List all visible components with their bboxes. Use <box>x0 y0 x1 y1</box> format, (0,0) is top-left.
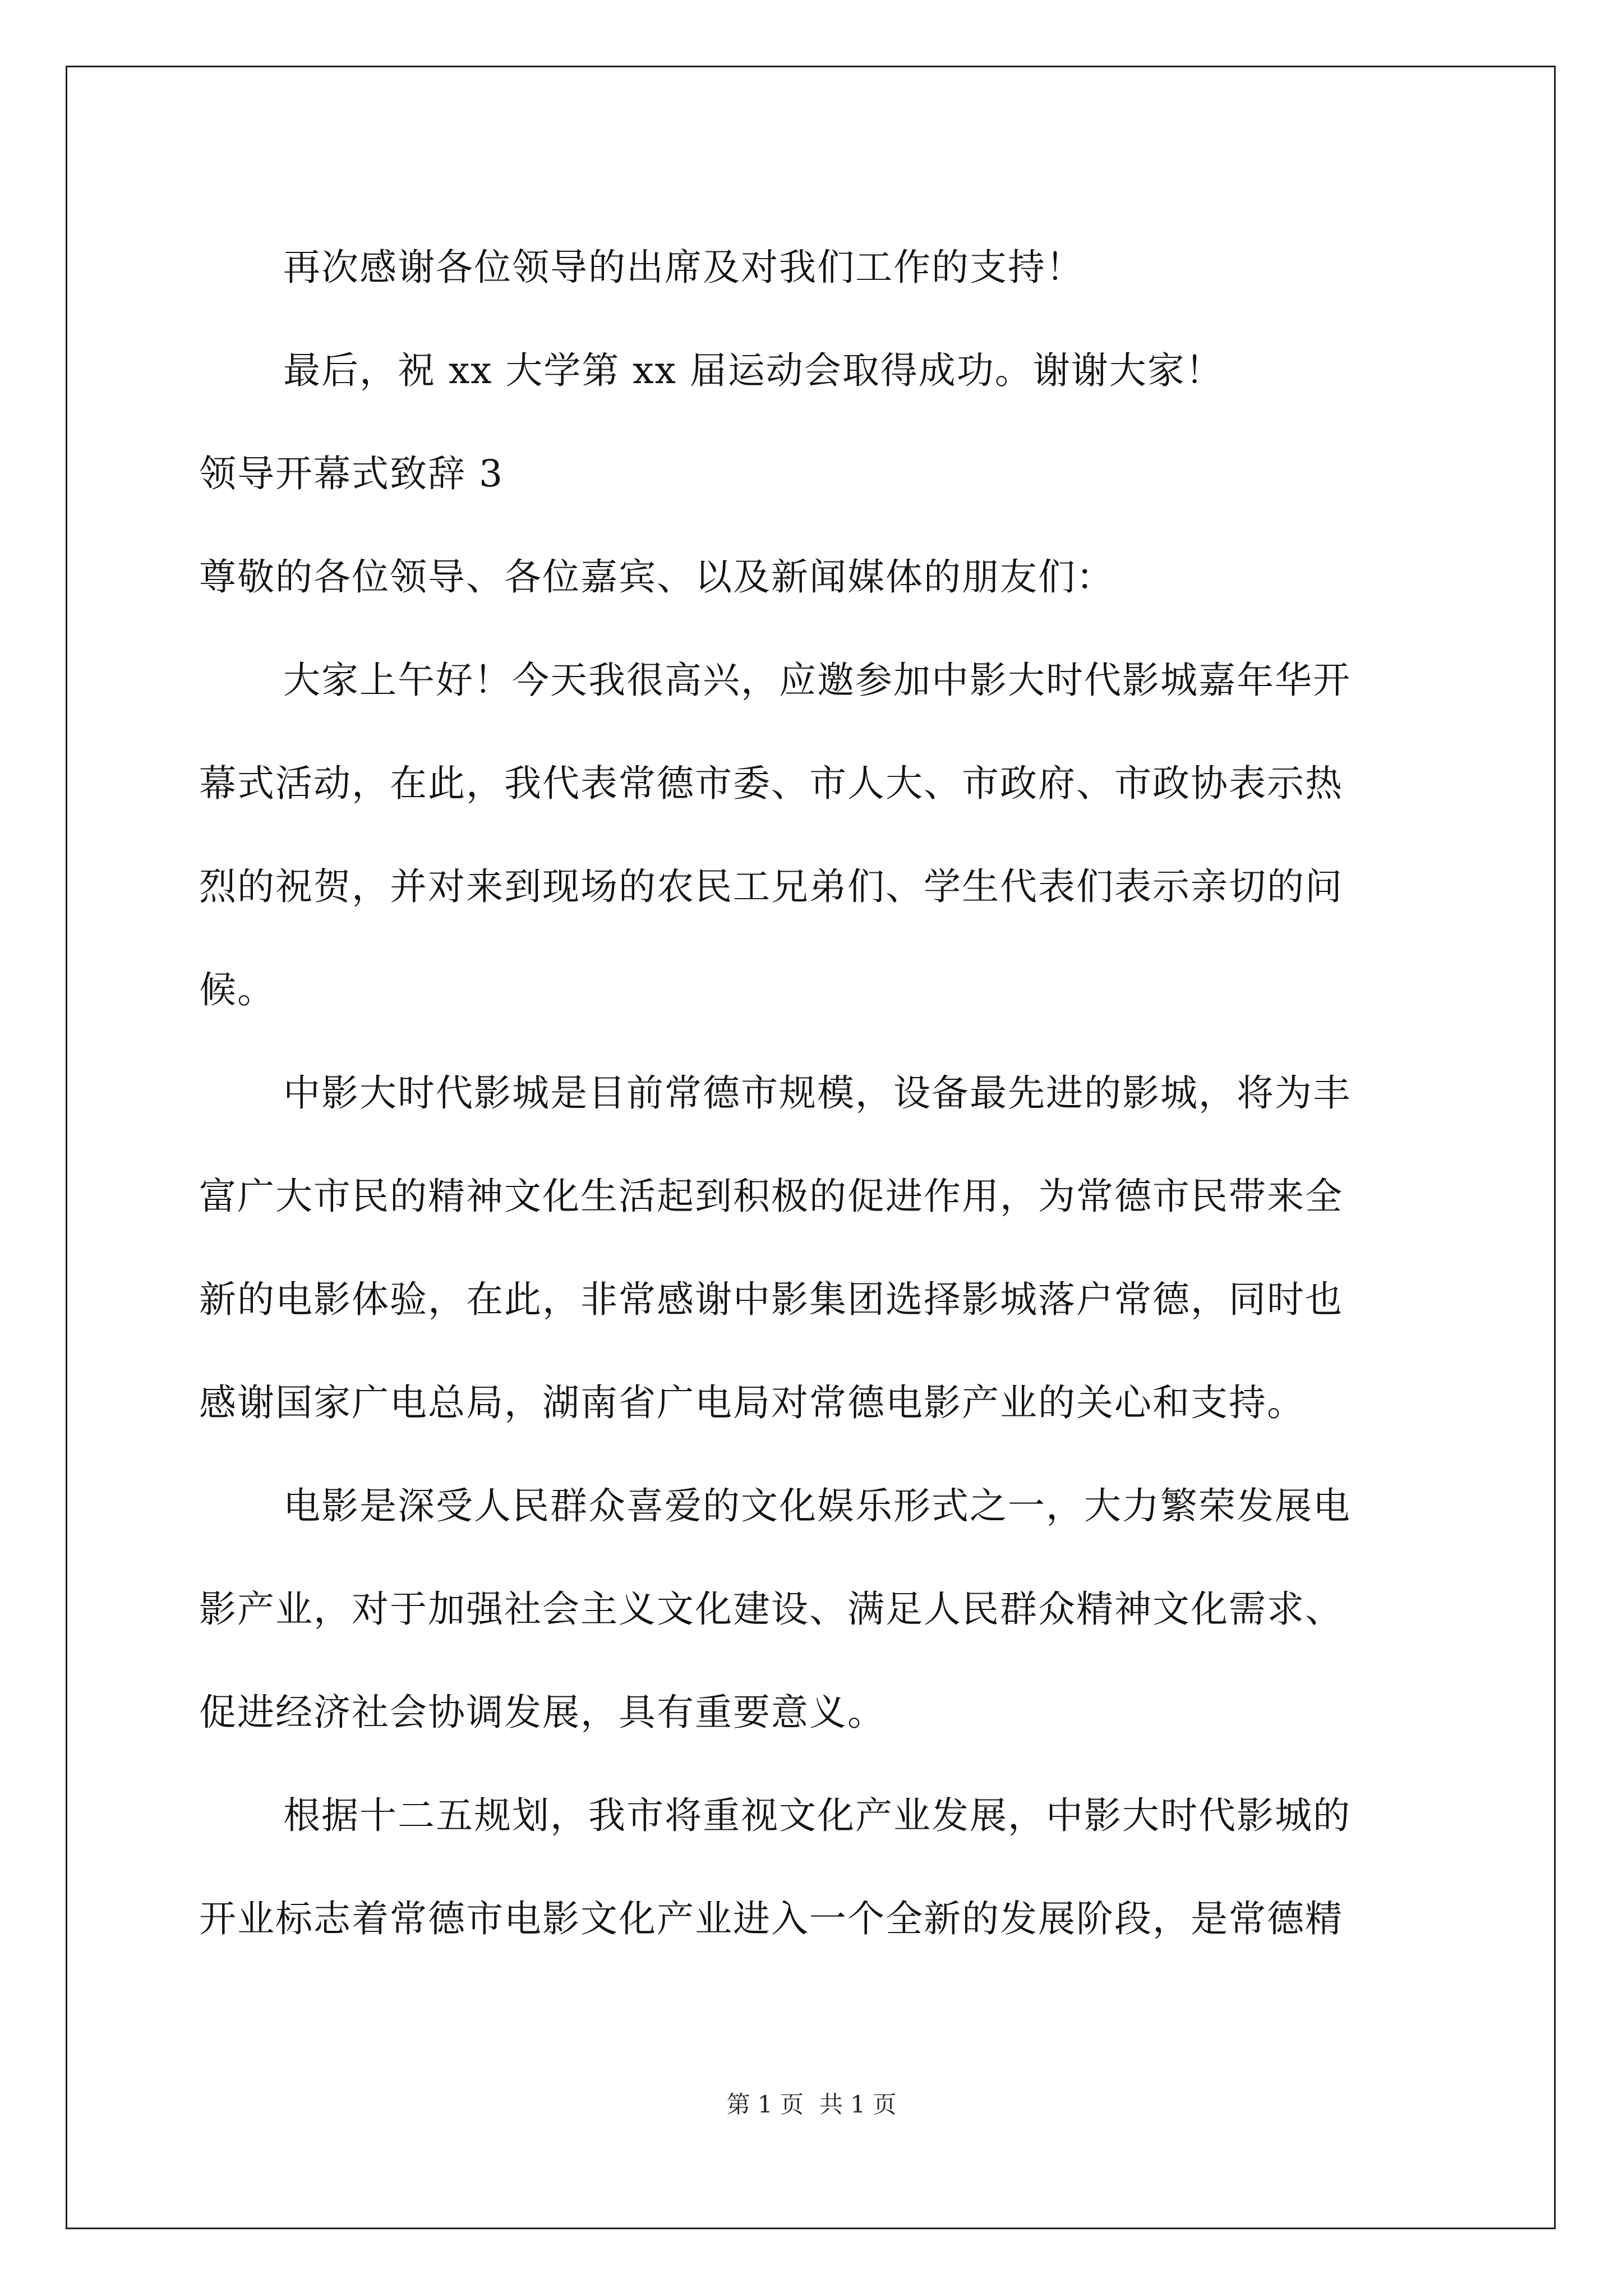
paragraph-line: 中影大时代影城是目前常德市规模，设备最先进的影城，将为丰 <box>283 1071 1351 1115</box>
paragraph-line: 再次感谢各位领导的出席及对我们工作的支持！ <box>283 246 1084 289</box>
paragraph-line: 感谢国家广电总局，湖南省广电局对常德电影产业的关心和支持。 <box>199 1381 1305 1424</box>
paragraph-line: 最后，祝 xx 大学第 xx 届运动会取得成功。谢谢大家！ <box>283 349 1224 392</box>
page-footer <box>0 2088 1623 2122</box>
document-body <box>199 216 1436 1971</box>
paragraph-line: 候。 <box>199 968 275 1011</box>
paragraph-line: 促进经济社会协调发展，具有重要意义。 <box>199 1691 886 1734</box>
page-total: 共 1 页 <box>819 2091 897 2118</box>
page-number: 第 1 页 <box>726 2091 804 2118</box>
paragraph-line: 影产业，对于加强社会主义文化建设、满足人民群众精神文化需求、 <box>199 1588 1343 1631</box>
paragraph-line: 烈的祝贺，并对来到现场的农民工兄弟们、学生代表们表示亲切的问 <box>199 865 1343 908</box>
section-heading: 领导开幕式致辞 3 <box>199 452 504 495</box>
paragraph-line: 幕式活动，在此，我代表常德市委、市人大、市政府、市政协表示热 <box>199 762 1343 805</box>
paragraph-line: 大家上午好！今天我很高兴，应邀参加中影大时代影城嘉年华开 <box>283 659 1351 702</box>
paragraph-line: 根据十二五规划，我市将重视文化产业发展，中影大时代影城的 <box>283 1794 1351 1837</box>
salutation-line: 尊敬的各位领导、各位嘉宾、以及新闻媒体的朋友们： <box>199 555 1114 599</box>
paragraph-line: 富广大市民的精神文化生活起到积极的促进作用，为常德市民带来全 <box>199 1175 1343 1218</box>
paragraph-line: 电影是深受人民群众喜爱的文化娱乐形式之一，大力繁荣发展电 <box>283 1484 1351 1527</box>
paragraph-line: 开业标志着常德市电影文化产业进入一个全新的发展阶段，是常德精 <box>199 1897 1343 1940</box>
paragraph-line: 新的电影体验，在此，非常感谢中影集团选择影城落户常德，同时也 <box>199 1278 1343 1321</box>
